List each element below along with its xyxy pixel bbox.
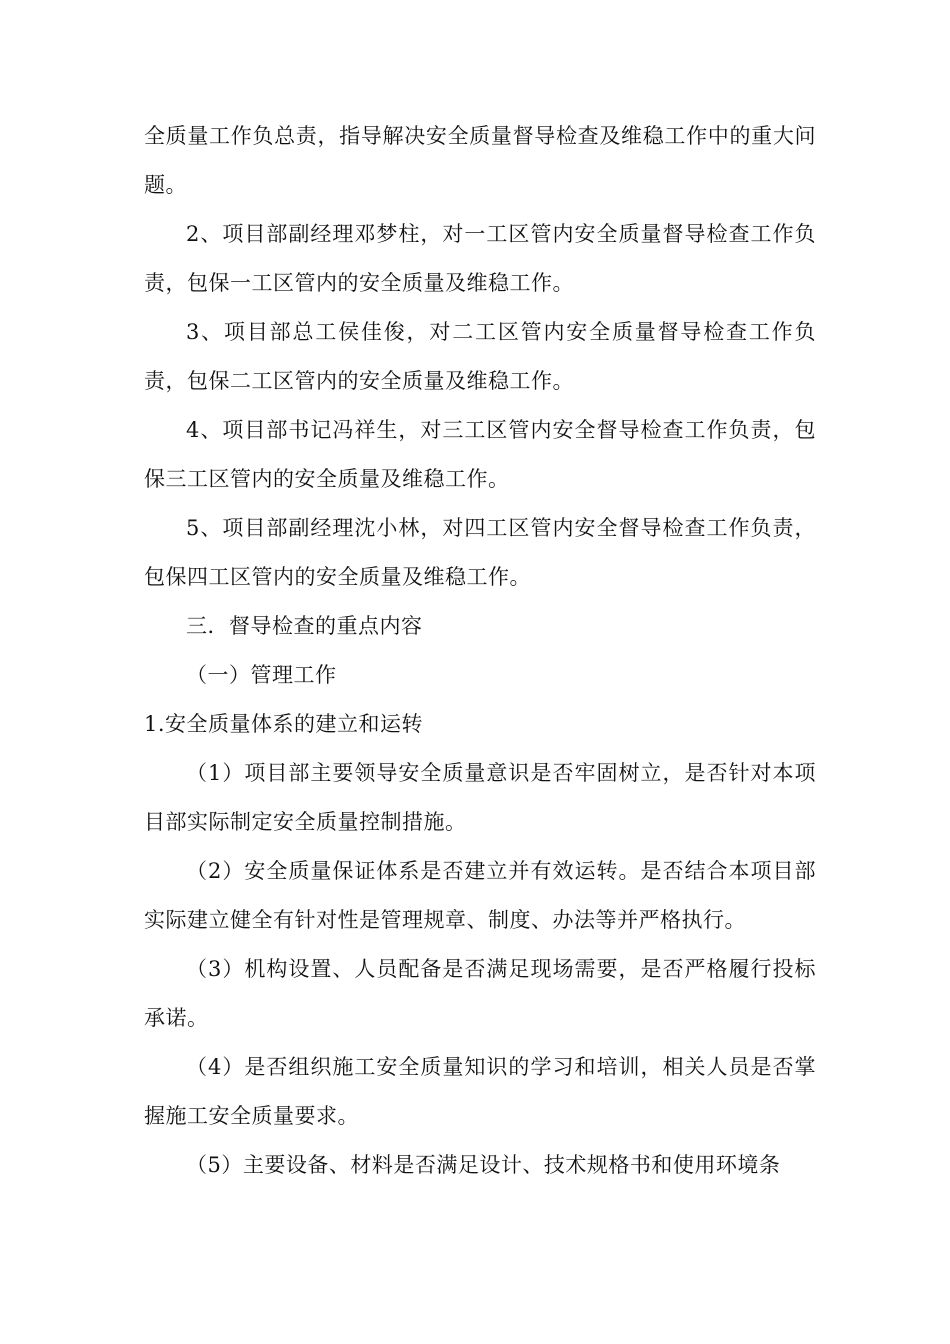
check-item-5: （5）主要设备、材料是否满足设计、技术规格书和使用环境条 <box>186 1153 781 1177</box>
check-item-3: （3）机构设置、人员配备是否满足现场需要，是否严格履行投标承诺。 <box>144 957 816 1030</box>
paragraph-item-2: 2、项目部副经理邓梦柱，对一工区管内安全质量督导检查工作负责，包保一工区管内的安全质量及维稳工作。 <box>144 222 816 295</box>
document-body <box>144 112 816 1190</box>
paragraph-item-4: 4、项目部书记冯祥生，对三工区管内安全督导检查工作负责，包保三工区管内的安全质量及维稳工作。 <box>144 418 816 491</box>
section-heading: 三．督导检查的重点内容 <box>186 614 423 638</box>
check-item-4: （4）是否组织施工安全质量知识的学习和培训，相关人员是否掌握施工安全质量要求。 <box>144 1055 816 1128</box>
subsection-heading: （一）管理工作 <box>186 663 337 687</box>
paragraph-item-3: 3、项目部总工侯佳俊，对二工区管内安全质量督导检查工作负责，包保二工区管内的安全质量及维稳工作。 <box>144 320 816 393</box>
topic-heading: 1.安全质量体系的建立和运转 <box>144 712 424 736</box>
check-item-2: （2）安全质量保证体系是否建立并有效运转。是否结合本项目部实际建立健全有针对性是管理规章、制度、办法等并严格执行。 <box>144 859 816 932</box>
paragraph-continuation: 全质量工作负总责，指导解决安全质量督导检查及维稳工作中的重大问题。 <box>144 124 816 197</box>
paragraph-item-5: 5、项目部副经理沈小林，对四工区管内安全督导检查工作负责，包保四工区管内的安全质量及维稳工作。 <box>144 516 816 589</box>
check-item-1: （1）项目部主要领导安全质量意识是否牢固树立，是否针对本项目部实际制定安全质量控制措施。 <box>144 761 816 834</box>
